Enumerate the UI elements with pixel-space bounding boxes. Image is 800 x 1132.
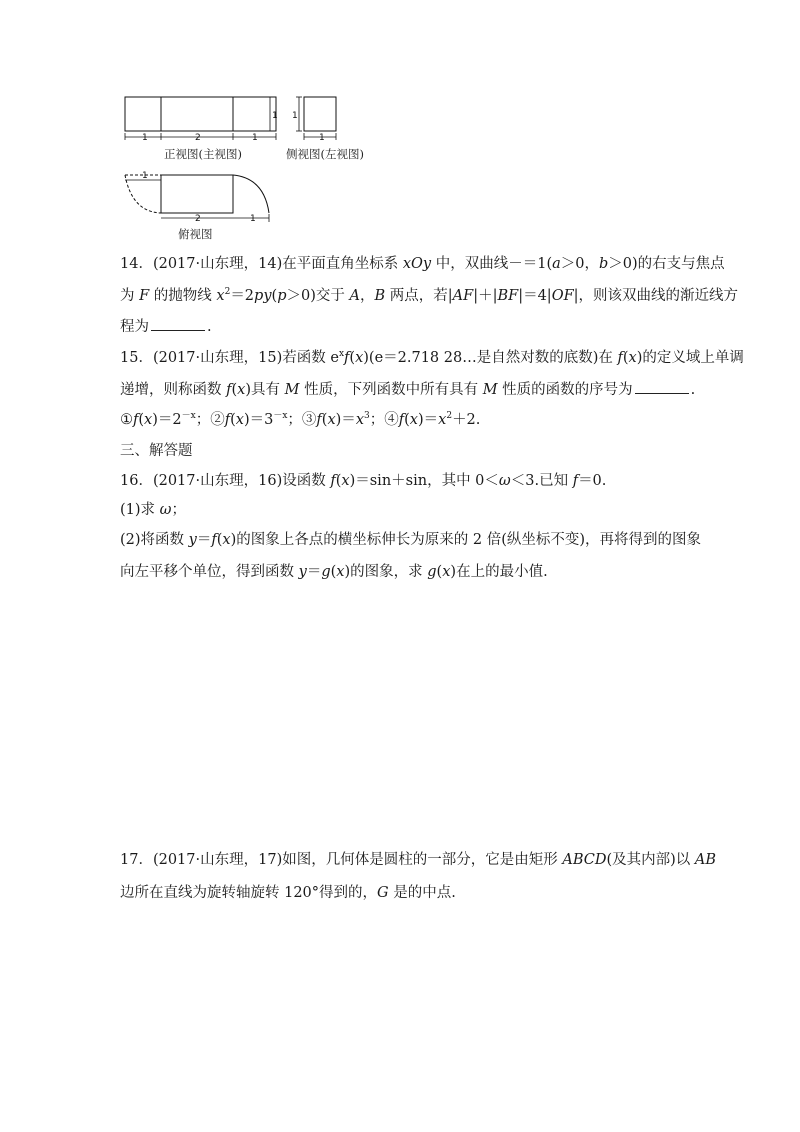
q15-option-4: $④f(x)=x^2+2$. [384, 411, 481, 428]
q15-option-3: $③f(x)=x^3$； [301, 411, 385, 428]
q16-part-2-cont: 向左平移个单位，得到函数 y＝g(x)的图象，求 g(x)在上的最小值. [120, 564, 548, 580]
q17-line-1: 17．(2017·山东理，17)如图，几何体是圆柱的一部分，它是由矩形 ABCD(及其内部)以 AB [120, 852, 717, 868]
q17-source: (2017·山东理，17) [152, 852, 283, 868]
q14-line-2: 为 F 的抛物线 $x^2=2py(p>0)$交于 A，B 两点，若|AF|＋|BF|＝4|OF|，则该双曲线的渐近线方 [120, 287, 739, 304]
top-view-label: 俯视图 [178, 227, 213, 241]
front-view-label: 正视图(主视图) [164, 147, 242, 161]
side-view-label: 侧视图(左视图) [286, 147, 364, 161]
q16-number: 16． [120, 473, 153, 489]
side-dim-width-label: 1 [319, 133, 325, 143]
q15-source: (2017·山东理，15) [152, 350, 283, 366]
front-dim-left-label: 1 [142, 133, 148, 143]
q15-number: 15． [120, 350, 153, 366]
q15-options [120, 410, 480, 430]
q15-option-2: $②f(x)=3^{-x}$； [210, 411, 302, 428]
front-dim-mid-label: 2 [195, 133, 201, 143]
three-view-drawing [118, 90, 378, 250]
q14-line-3: 程为 . [120, 319, 212, 335]
q16-source: (2017·山东理，16) [152, 473, 283, 489]
section-heading: 三、解答题 [120, 443, 193, 459]
q15-answer-blank[interactable] [635, 381, 689, 394]
front-dim-right-label: 1 [252, 133, 258, 143]
q15-line-1: 15．(2017·山东理，15)若函数 $e^xf(x)(e=2.718$ 28…是自然对数的底数)在 f(x)的定义域上单调 [120, 349, 744, 366]
q15-line-2: 递增，则称函数 f(x)具有 M 性质，下列函数中所有具有 M 性质的函数的序号为 . [120, 382, 696, 398]
side-dim-height-label: 1 [292, 111, 298, 121]
q15-option-1: $①f(x)=2^{-x}$； [120, 411, 211, 428]
q16-part-1: (1)求 ω； [120, 502, 186, 518]
q14-line-1: 14．(2017·山东理，14)在平面直角坐标系 xOy 中，双曲线－＝1(a＞0，b＞0)的右支与焦点 [120, 256, 725, 272]
q17-line-2: 边所在直线为旋转轴旋转 120°得到的，G 是的中点. [120, 885, 456, 901]
q16-line-1: 16．(2017·山东理，16)设函数 f(x)＝sin＋sin，其中 0＜ω＜3.已知 f＝0. [120, 473, 607, 489]
top-dim-right-label: 1 [250, 214, 256, 224]
q16-part-2: (2)将函数 y＝f(x)的图象上各点的横坐标伸长为原来的 2 倍(纵坐标不变)，再将得到的图象 [120, 532, 702, 548]
q17-number: 17． [120, 852, 153, 868]
three-view-figure [118, 90, 378, 250]
top-dim-left-label: 1 [142, 171, 148, 181]
q14-number: 14． [120, 256, 153, 272]
front-dim-height-label: 1 [272, 111, 278, 121]
side-view-drawing [296, 97, 336, 140]
q14-answer-blank[interactable] [151, 318, 205, 331]
q14-source: (2017·山东理，14) [152, 256, 283, 272]
top-dim-mid-label: 2 [195, 214, 201, 224]
